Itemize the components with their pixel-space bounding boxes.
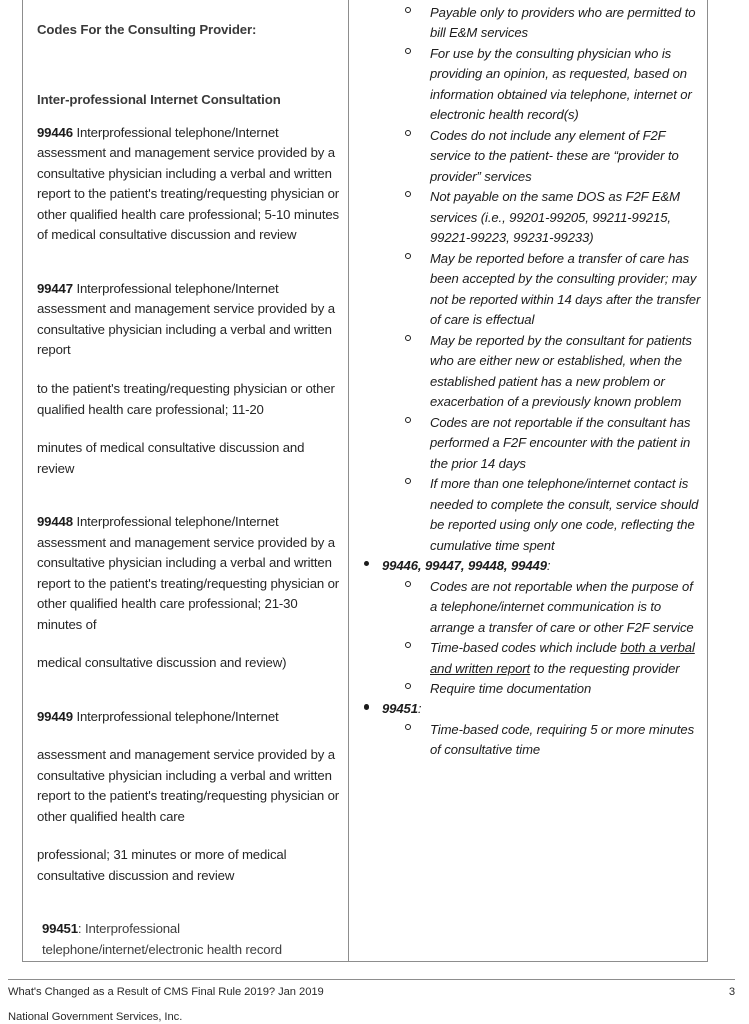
- code-text-99449-1: Interprofessional telephone/Internet: [76, 708, 279, 724]
- list-item-segment-plain-leading: Time-based codes which include: [430, 640, 621, 656]
- hollow-circle-bullet-icon: [405, 417, 411, 423]
- hollow-circle-bullet-icon: [405, 642, 411, 648]
- list-item: [349, 331, 701, 413]
- list-item-label: Codes do not include any element of F2F service to the patient- these are “provider to provider” services: [430, 127, 679, 184]
- list-item-label: Not payable on the same DOS as F2F E&M services (i.e., 99201-99205, 99211-99215, 99221-99223, 99231-99233): [430, 189, 680, 246]
- code-entry-99451-paragraph-1: [42, 919, 340, 960]
- code-group-codes: 99451: [382, 701, 418, 717]
- code-text-99447-1: Interprofessional telephone/Internet assessment and management service provided by a consultative physician including a verbal and written report: [37, 280, 335, 358]
- filled-bullet-icon: [364, 561, 369, 566]
- code-entry-99447-paragraph-1: [37, 279, 340, 361]
- list-item-label: May be reported before a transfer of care has been accepted by the consulting provider; may not be reported within 14 days after the transfer of care is effectual: [430, 250, 701, 328]
- list-item: [349, 577, 701, 638]
- codes-table: [22, 0, 708, 962]
- code-group-separator: :: [546, 558, 551, 574]
- code-group-codes: 99446, 99447, 99448, 99449: [382, 558, 547, 574]
- hollow-circle-bullet-icon: [405, 253, 411, 259]
- left-column-lead-heading: Codes For the Consulting Provider:: [37, 22, 257, 37]
- hollow-circle-bullet-icon: [405, 581, 411, 587]
- footer-title: What's Changed as a Result of CMS Final Rule 2019? Jan 2019: [8, 986, 324, 998]
- list-item: [349, 679, 701, 699]
- filled-bullet-icon: [364, 704, 369, 709]
- list-item-label: May be reported by the consultant for patients who are either new or established, when the established patient has a new problem or exacerbation of a previously known problem: [430, 332, 692, 410]
- code-text-99446-1: Interprofessional telephone/Internet assessment and management service provided by a consultative physician including a verbal and written report to the patient's treating/requesting physician or other qualified health care professional; 5-10 minutes of medical consultative discussion and review: [37, 124, 340, 243]
- hollow-circle-bullet-icon: [405, 191, 411, 197]
- footer-title-row: [8, 986, 735, 998]
- code-text-99449-2: assessment and management service provided by a consultative physician including a verbal and written report to the patient's treating/requesting physician or other qualified health care: [37, 747, 340, 824]
- list-item: [349, 249, 701, 331]
- code-text-99451-1: Interprofessional telephone/internet/electronic health record: [42, 921, 282, 957]
- code-number-99451: 99451: [42, 921, 78, 937]
- list-item-label: For use by the consulting physician who is providing an opinion, as requested, based on information obtained via telephone, internet or electronic health record(s): [430, 45, 692, 123]
- hollow-circle-bullet-icon: [405, 683, 411, 689]
- code-text-99448-1: Interprofessional telephone/Internet assessment and management service provided by a consultative physician including a verbal and written report to the patient's treating/requesting physician or other qualified health care professional; 21-30 minutes of: [37, 514, 340, 632]
- table-cell-right-column: [349, 0, 707, 961]
- page-footer: [8, 979, 735, 1023]
- list-item: [349, 720, 701, 761]
- hollow-circle-bullet-icon: [405, 335, 411, 341]
- hollow-circle-bullet-icon: [405, 7, 411, 13]
- hollow-circle-bullet-icon: [405, 478, 411, 484]
- code-number-99447: 99447: [37, 280, 73, 296]
- code-99451-separator: :: [77, 921, 82, 937]
- list-item: [349, 126, 701, 187]
- code-entry-99449-paragraph-1: [37, 707, 340, 728]
- list-item-segment-underlined: both a verbal and written report: [430, 640, 695, 676]
- code-text-99447-2: to the patient's treating/requesting physician or other qualified health care professional; 11-20: [37, 381, 335, 417]
- list-item-label: Codes are not reportable if the consultant has performed a F2F encounter with the patient in the prior 14 days: [430, 414, 691, 471]
- table-cell-left-column: [23, 0, 349, 961]
- code-entry-99448-paragraph-1: [37, 512, 340, 635]
- list-item: [349, 187, 701, 248]
- code-text-99449-3: professional; 31 minutes or more of medical consultative discussion and review: [37, 847, 287, 883]
- list-item-label: Codes are not reportable when the purpose of a telephone/internet communication is to arrange a transfer of care or other F2F service: [430, 578, 694, 635]
- list-item-with-underline: [349, 638, 701, 679]
- list-item-label: Require time documentation: [430, 680, 592, 696]
- page-number: 3: [728, 986, 735, 998]
- list-item-segment-plain-trailing: to the requesting provider: [530, 660, 680, 676]
- list-item-code-group-heading: [349, 556, 701, 576]
- list-item: [349, 44, 701, 126]
- left-column-sub-heading: Inter-professional Internet Consultation: [37, 92, 281, 108]
- list-item: [349, 3, 701, 44]
- list-item: [349, 413, 701, 474]
- code-number-99449: 99449: [37, 708, 73, 724]
- list-item: [349, 474, 701, 556]
- list-item-label: Time-based code, requiring 5 or more minutes of consultative time: [430, 721, 695, 758]
- footer-organization: National Government Services, Inc.: [8, 1011, 183, 1023]
- code-group-separator: :: [417, 701, 422, 717]
- hollow-circle-bullet-icon: [405, 48, 411, 54]
- hollow-circle-bullet-icon: [405, 724, 411, 730]
- list-item-label: Payable only to providers who are permitted to bill E&M services: [430, 5, 696, 41]
- list-item-code-group-heading: [349, 699, 701, 719]
- criteria-list: [349, 3, 701, 761]
- hollow-circle-bullet-icon: [405, 130, 411, 136]
- code-entry-99446-paragraph-1: [37, 123, 340, 246]
- list-item-label: If more than one telephone/internet contact is needed to complete the consult, service should be reported using only one code, reflecting the cumulative time spent: [430, 476, 699, 553]
- code-text-99447-3: minutes of medical consultative discussion and review: [37, 440, 305, 476]
- code-number-99446: 99446: [37, 124, 73, 140]
- code-number-99448: 99448: [37, 514, 73, 530]
- code-text-99448-2: medical consultative discussion and review): [37, 655, 287, 671]
